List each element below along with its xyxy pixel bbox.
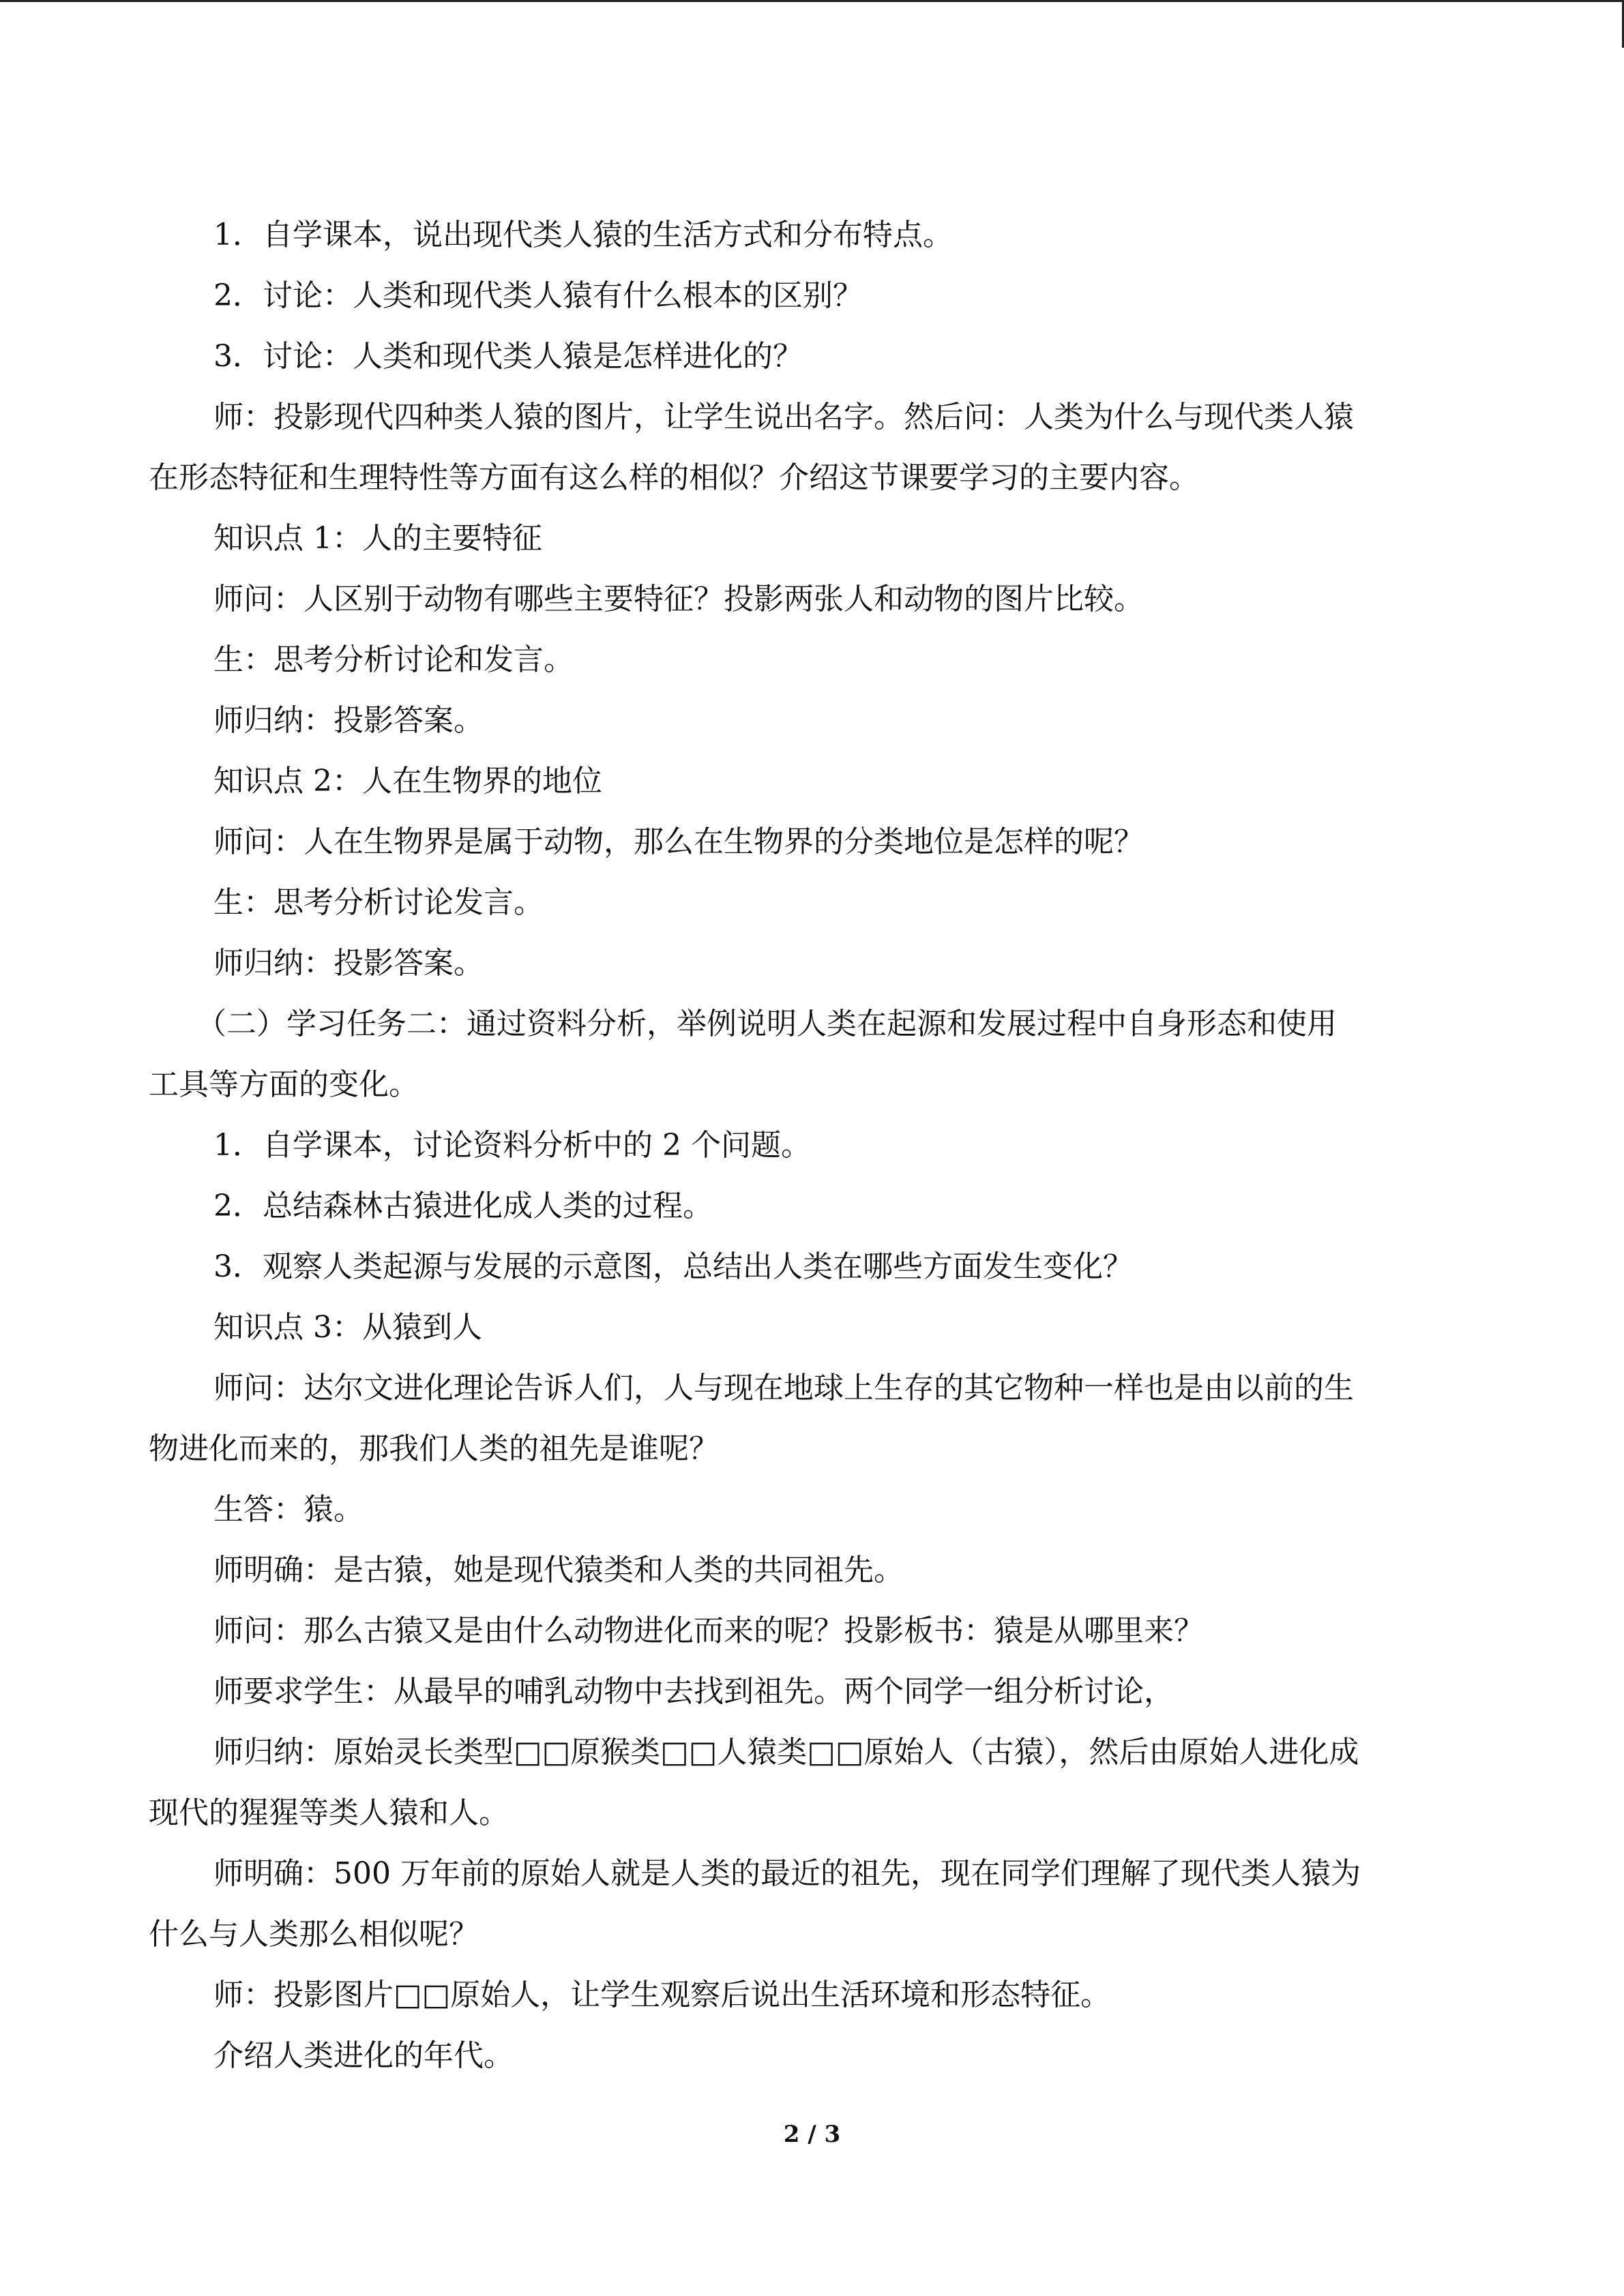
text-line: 工具等方面的变化。 [149, 1067, 419, 1102]
text-line: 师明确：500 万年前的原始人就是人类的最近的祖先，现在同学们理解了现代类人猿为 [213, 1856, 1361, 1891]
text-line: （二）学习任务二：通过资料分析，举例说明人类在起源和发展过程中自身形态和使用 [196, 1007, 1337, 1041]
text-line: 师明确：是古猿，她是现代猿类和人类的共同祖先。 [213, 1553, 904, 1587]
text-line: 2．总结森林古猿进化成人类的过程。 [213, 1189, 713, 1223]
text-line: 师归纳：原始灵长类型□□原猴类□□人猿类□□原始人（古猿），然后由原始人进化成 [213, 1735, 1359, 1770]
text-line: 物进化而来的，那我们人类的祖先是谁呢？ [149, 1431, 719, 1466]
text-line: 生答：猿。 [213, 1492, 364, 1527]
text-line: 师：投影图片□□原始人，让学生观察后说出生活环境和形态特征。 [213, 1978, 1111, 2012]
text-line: 师要求学生：从最早的哺乳动物中去找到祖先。两个同学一组分析讨论， [213, 1674, 1174, 1709]
text-line: 师问：那么古猿又是由什么动物进化而来的呢？投影板书：猿是从哪里来？ [213, 1613, 1204, 1648]
text-line: 知识点 3：从猿到人 [213, 1310, 482, 1345]
text-line: 在形态特征和生理特性等方面有这么样的相似？介绍这节课要学习的主要内容。 [149, 460, 1199, 495]
text-line: 师：投影现代四种类人猿的图片，让学生说出名字。然后问：人类为什么与现代类人猿 [213, 400, 1354, 434]
text-line: 知识点 2：人在生物界的地位 [213, 764, 602, 799]
text-line: 3．观察人类起源与发展的示意图，总结出人类在哪些方面发生变化？ [213, 1249, 1133, 1284]
document-body [149, 205, 1472, 2086]
text-line: 师问：达尔文进化理论告诉人们，人与现在地球上生存的其它物种一样也是由以前的生 [213, 1371, 1354, 1405]
text-line: 现代的猩猩等类人猿和人。 [149, 1795, 509, 1830]
text-line: 1．自学课本，讨论资料分析中的 2 个问题。 [213, 1128, 811, 1163]
text-line: 知识点 1：人的主要特征 [213, 521, 542, 556]
text-line: 3．讨论：人类和现代类人猿是怎样进化的？ [213, 339, 803, 374]
text-line: 什么与人类那么相似呢？ [149, 1917, 479, 1952]
text-line: 2．讨论：人类和现代类人猿有什么根本的区别？ [213, 278, 863, 313]
text-line: 1．自学课本，说出现代类人猿的生活方式和分布特点。 [213, 218, 953, 252]
text-line: 介绍人类进化的年代。 [213, 2038, 514, 2073]
text-line: 师归纳：投影答案。 [213, 703, 484, 738]
text-line: 师问：人区别于动物有哪些主要特征？投影两张人和动物的图片比较。 [213, 582, 1144, 616]
top-border-line [0, 0, 1624, 2]
text-line: 生：思考分析讨论和发言。 [213, 642, 574, 677]
text-line: 师归纳：投影答案。 [213, 946, 484, 981]
text-line: 生：思考分析讨论发言。 [213, 885, 544, 920]
text-line: 师问：人在生物界是属于动物，那么在生物界的分类地位是怎样的呢？ [213, 824, 1144, 859]
page-number: 2 / 3 [783, 2121, 841, 2148]
